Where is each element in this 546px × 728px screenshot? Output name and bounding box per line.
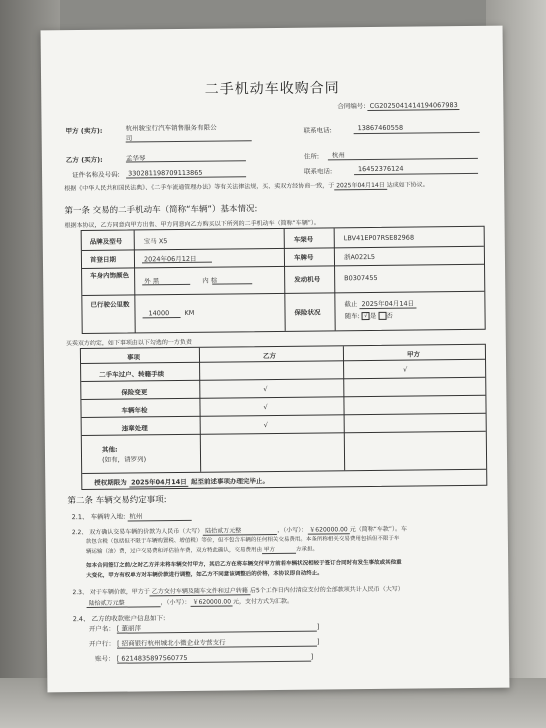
deadline: 授权期限为 2025年04月14日 起至前述事项办理完毕止。 [94, 477, 270, 487]
header-party-a: 甲方 [406, 350, 421, 359]
insurance-until: 截止 2025年04月14日 [344, 299, 416, 310]
underline [212, 283, 252, 284]
underline [143, 317, 181, 318]
with-car-options: 随车: √ 是 否 [344, 311, 393, 321]
party-b-name: 孟华琴 [125, 154, 146, 163]
col-divider [334, 228, 336, 330]
vehicle-info-table [81, 226, 486, 334]
row-divider [82, 469, 486, 474]
brand-value: 宝马 X5 [143, 237, 168, 246]
vin-value: LBV41EP07RSE82968 [343, 233, 415, 243]
plate-label: 车牌号 [293, 253, 314, 262]
section2-heading: 第二条 车辆交易约定事项: [67, 495, 167, 507]
party-b-id-label: 证件名称及号码: [72, 170, 120, 180]
party-a-phone-label: 联系电话: [303, 126, 332, 135]
clause-2-2-line2: 款包含税（包括但不限于车辆购置税、增值税）等价，但不包含车辆的任何相关交易费用。本条所称相关交易费用包括但不限于车 [85, 535, 400, 545]
engine-value: B0307455 [344, 273, 378, 283]
underline [354, 132, 480, 134]
row-divider [81, 359, 485, 364]
party-a-name-line1: 杭州骏宝行汽车销售服务有限公 [125, 123, 217, 133]
clause-2-2-line3: 辆运输（油）费，过户交易费和评估验车费，双方特此确认，交易费用由 甲方 方承担。 [85, 546, 319, 555]
mileage-unit: KM [184, 308, 195, 317]
row-item: 车辆年检 [121, 406, 148, 415]
party-b-id: 330281198709113865 [128, 168, 203, 178]
responsibility-intro: 买卖双方约定，如下事项由以下勾选的一方负责 [65, 338, 192, 348]
header-party-b: 乙方 [262, 351, 277, 361]
row-item-other: 其他: [101, 445, 118, 454]
party-b-address: 杭州 [331, 151, 345, 160]
engine-label: 发动机号 [294, 275, 321, 284]
row-item: 保险变更 [121, 388, 148, 397]
underline [126, 140, 252, 142]
section1-intro: 根据本协议，乙方同意向甲方出售、甲方同意向乙方购买以下所列的二手机动车（简称“车辆”）。 [64, 219, 320, 230]
color-label: 车身内饰颜色 [90, 271, 130, 280]
warning-line1: 如本合同签订之前/之时乙方并未将车辆交付甲方，其后乙方在将车辆交付甲方前若车辆状况相较于签订合同时有发生事故或其他重 [86, 559, 402, 569]
party-a-name-line2: 司 [125, 134, 133, 143]
party-b-label: 乙方 (买方): [65, 155, 103, 165]
plate-value: 浙A022L5 [343, 252, 376, 262]
insurance-label: 保险状况 [294, 308, 321, 317]
clause-2-3-line1: 2.3、 对于车辆价款，甲方于 乙方交付车辆及随车文件和过户转籍 后5个工作日内付清应支付的全部款项共计人民币（大写） [72, 585, 404, 597]
mileage-value: 14000 [148, 309, 170, 318]
clause-2-1: 2.1、 车辆转入地: 杭州 [72, 511, 192, 522]
col-divider [134, 230, 136, 332]
party-a-label: 甲方 (卖方): [65, 126, 103, 136]
contract-paper [41, 26, 510, 693]
exterior-color: 外 黑 [144, 277, 160, 286]
section1-heading: 第一条 交易的二手机动车（简称“车辆”）基本情况: [64, 204, 258, 217]
row-party-b-mark: √ [263, 403, 268, 412]
underline [328, 158, 478, 161]
col-divider [199, 348, 201, 472]
interior-color: 内 棕 [202, 276, 218, 285]
row-item: 违章处理 [121, 424, 148, 433]
responsibility-table [80, 344, 487, 490]
no-checkbox[interactable] [378, 312, 386, 320]
account-number: 账号： [ 6214835897560775 ] [95, 652, 314, 663]
row-party-b-mark: √ [263, 385, 268, 394]
clause-2-2-line1: 2.2、 双方确认交易车辆的价款为人民币（大写） 陆拾贰万元整 ，（小写）： ￥620000.00 元（简称“车款”）。车 [71, 525, 407, 537]
underline [126, 160, 246, 162]
party-a-phone: 13867460558 [357, 123, 404, 133]
clause-2-3-line2: 陆拾贰万元整 ，（小写）： ￥620000.00 元，支付方式为汇款。 [86, 596, 293, 608]
vin-label: 车架号 [293, 235, 314, 244]
underline [126, 176, 246, 178]
row-party-b-mark: √ [263, 421, 268, 430]
account-bank: 开户行： [ 招商银行杭州城北小微企业专营支行 ] [88, 637, 320, 648]
clause-2-4: 2.4、 乙方的收款账户信息如下: [72, 614, 166, 624]
row-item-other-note: (如有，请罗列) [102, 455, 147, 464]
row-item: 二手车过户、转籍手续 [99, 370, 165, 379]
row-party-a-mark: √ [403, 365, 408, 374]
underline [354, 173, 478, 175]
account-holder: 开户名： [ 董丽萍 ] [88, 622, 320, 633]
preamble: 根据《中华人民共和国民法典》、《二手车流通管理办法》等有关法律法规，买、卖双方经协商一致，于 2025年04月14日 达成如下协议。 [64, 181, 429, 193]
col-divider [343, 346, 345, 470]
col-divider [284, 229, 286, 331]
header-item: 事项 [126, 353, 141, 362]
reg-date-value: 2024年06月12日 [143, 254, 197, 264]
mileage-label: 已行驶公里数 [90, 300, 130, 309]
party-b-address-label: 住所: [303, 152, 320, 161]
warning-line2: 大变化，甲方有权单方对车辆价款进行调整，如乙方不同意该调整后的价格，本协议即自动终止。 [86, 570, 323, 579]
brand-label: 品牌及型号 [89, 237, 123, 246]
contract-number: 合同编号: CG2025041414194067983 [337, 100, 460, 111]
underline [142, 262, 212, 264]
party-b-phone: 16452376124 [357, 164, 404, 174]
reg-date-label: 首登日期 [89, 255, 116, 264]
document-title: 二手机动车收购合同 [204, 80, 340, 98]
party-b-phone-label: 联系电话: [303, 167, 333, 176]
underline [142, 284, 190, 286]
yes-checkbox[interactable]: √ [362, 312, 370, 320]
